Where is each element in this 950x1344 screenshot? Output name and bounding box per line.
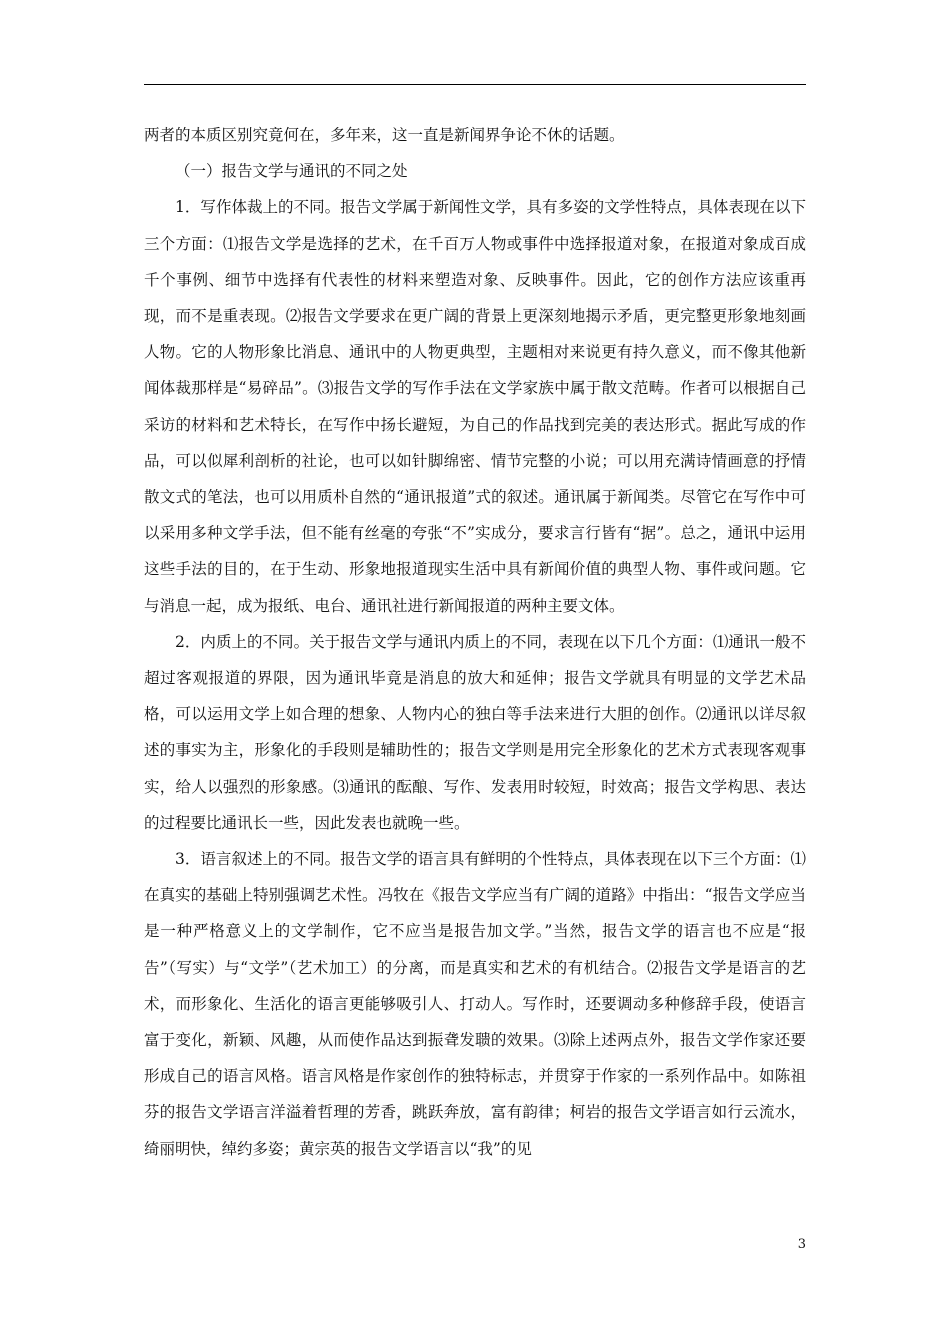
page-number: 3	[797, 1237, 806, 1252]
header-rule	[144, 84, 806, 85]
section-heading: （一）报告文学与通讯的不同之处	[175, 162, 408, 181]
paragraph-genre-difference: 1．写作体裁上的不同。报告文学属于新闻性文学，具有多姿的文学性特点，具体表现在以下三个方面：⑴报告文学是选择的艺术，在千百万人物或事件中选择报道对象，在报道对象成百成千个事例、细节中选择有代表性的材料来塑造对象、反映事件。因此，它的创作方法应该重再现，而不是重表现。⑵报告文学要求在更广阔的背景上更深刻地揭示矛盾，更完整更形象地刻画人物。它的人物形象比消息、通讯中的人物更典型，主题相对来说更有持久意义，而不像其他新闻体裁那样是“易碎品”。⑶报告文学的写作手法在文学家族中属于散文范畴。作者可以根据自己采访的材料和艺术特长，在写作中扬长避短，为自己的作品找到完美的表达形式。据此写成的作品，可以似犀利剖析的社论，也可以如针脚绵密、情节完整的小说；可以用充满诗情画意的抒情散文式的笔法，也可以用质朴自然的“通讯报道”式的叙述。通讯属于新闻类。尽管它在写作中可以采用多种文学手法，但不能有丝毫的夸张“不”实成分，要求言行皆有“据”。总之，通讯中运用这些手法的目的，在于生动、形象地报道现实生活中具有新闻价值的典型人物、事件或问题。它与消息一起，成为报纸、电台、通讯社进行新闻报道的两种主要文体。	[144, 198, 806, 615]
body-text	[144, 117, 806, 1167]
paragraph-language-difference: 3．语言叙述上的不同。报告文学的语言具有鲜明的个性特点，具体表现在以下三个方面：⑴在真实的基础上特别强调艺术性。冯牧在《报告文学应当有广阔的道路》中指出：“报告文学应当是一种严格意义上的文学制作，它不应当是报告加文学。”当然，报告文学的语言也不应是“报告”（写实）与“文学”（艺术加工）的分离，而是真实和艺术的有机结合。⑵报告文学是语言的艺术，而形象化、生活化的语言更能够吸引人、打动人。写作时，还要调动多种修辞手段，使语言富于变化，新颖、风趣，从而使作品达到振聋发聩的效果。⑶除上述两点外，报告文学作家还要形成自己的语言风格。语言风格是作家创作的独特标志，并贯穿于作家的一系列作品中。如陈祖芬的报告文学语言洋溢着哲理的芳香，跳跃奔放，富有韵律；柯岩的报告文学语言如行云流水，绮丽明快，绰约多姿；黄宗英的报告文学语言以“我”的见	[144, 850, 806, 1158]
paragraph-intro: 两者的本质区别究竟何在，多年来，这一直是新闻界争论不休的话题。	[144, 126, 625, 144]
paragraph-quality-difference: 2．内质上的不同。关于报告文学与通讯内质上的不同，表现在以下几个方面：⑴通讯一般不超过客观报道的界限，因为通讯毕竟是消息的放大和延伸；报告文学就具有明显的文学艺术品格，可以运用文学上如合理的想象、人物内心的独白等手法来进行大胆的创作。⑵通讯以详尽叙述的事实为主，形象化的手段则是辅助性的；报告文学则是用完全形象化的艺术方式表现客观事实，给人以强烈的形象感。⑶通讯的酝酿、写作、发表用时较短，时效高；报告文学构思、表达的过程要比通讯长一些，因此发表也就晚一些。	[144, 632, 806, 832]
